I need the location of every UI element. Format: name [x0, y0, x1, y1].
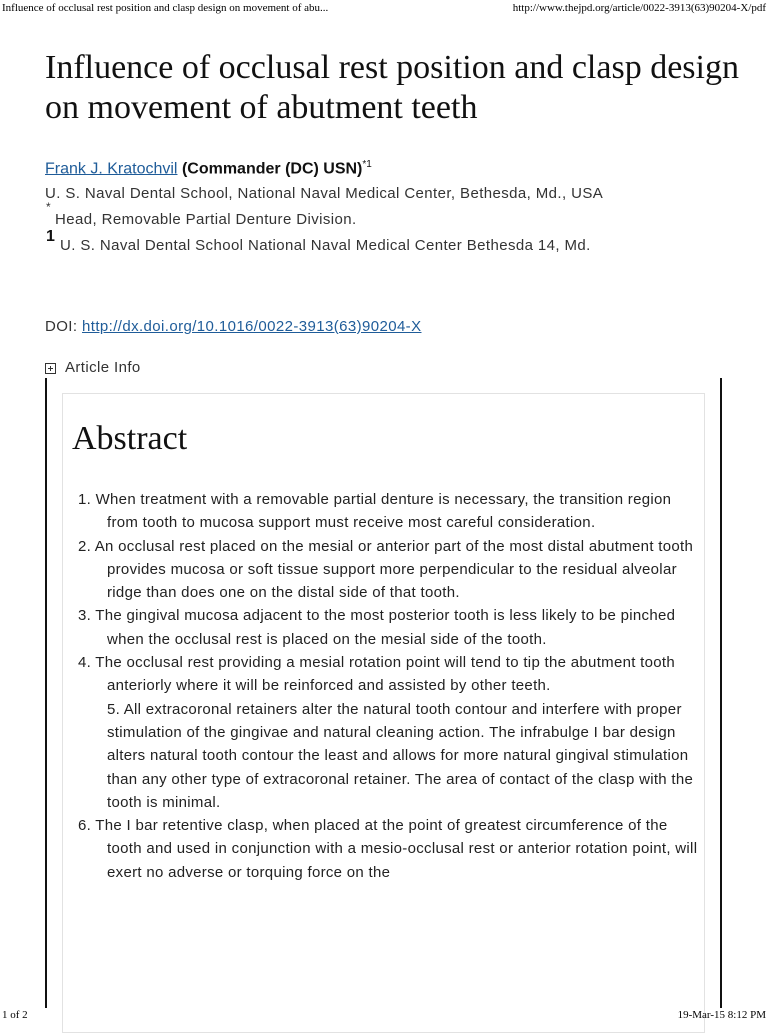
author-rank: (Commander (DC) USN) [181, 160, 363, 178]
doi-link[interactable]: http://dx.doi.org/10.1016/0022-3913(63)90204-X [82, 318, 422, 335]
abstract-item: 4. The occlusal rest providing a mesial rotation point will tend to tip the abutment tooth anteriorly where it will be reinforced and assisted by other teeth. [78, 654, 676, 695]
author-line [45, 154, 372, 180]
author-footnote-marker: *1 [362, 159, 372, 170]
abstract-item: 6. The I bar retentive clasp, when placed at the point of greatest circumference of the tooth and used in conjunction with a mesio-occlusal rest or anterior rotation point, will exert no adverse or torquing force on the [78, 817, 698, 881]
page-count: 1 of 2 [2, 1009, 28, 1021]
article-info-toggle[interactable] [45, 358, 141, 378]
expand-plus-icon[interactable] [45, 363, 56, 374]
print-header-url: http://www.thejpd.org/article/0022-3913(63)90204-X/pdf [512, 2, 766, 14]
abstract-item: 2. An occlusal rest placed on the mesial or anterior part of the most distal abutment tooth provides mucosa or soft tissue support more perpendicular to the residual alveolar ridge than does one on the distal side of that tooth. [78, 537, 694, 602]
affiliation-3-marker: 1 [46, 228, 55, 245]
affiliation-1: U. S. Naval Dental School, National Naval Medical Center, Bethesda, Md., USA [45, 185, 604, 202]
right-border-rule [720, 378, 722, 1008]
affiliation-2-marker: * [46, 200, 51, 214]
abstract-item: 5. All extracoronal retainers alter the natural tooth contour and interfere with proper stimulation of the gingivae and natural cleaning action. The infrabulge I bar design alters natural tooth contour the least and allows for more natural gingival stimulation than any other type of extracoronal retainer. The area of contact of the clasp with the tooth is minimal. [107, 700, 694, 811]
article-info-label: Article Info [65, 359, 141, 376]
article-title: Influence of occlusal rest position and clasp design on movement of abutment teeth [45, 49, 739, 126]
print-header-title: Influence of occlusal rest position and clasp design on movement of abu... [2, 2, 329, 14]
abstract-item: 1. When treatment with a removable partial denture is necessary, the transition region from tooth to mucosa support must receive most careful consideration. [78, 491, 672, 532]
doi-line [45, 317, 422, 337]
print-footer [0, 1008, 768, 1024]
left-border-rule [45, 378, 47, 1008]
affiliation-3: U. S. Naval Dental School National Naval Medical Center Bethesda 14, Md. [60, 237, 591, 254]
doi-label: DOI: [45, 318, 78, 335]
abstract-list [78, 488, 698, 884]
author-link[interactable]: Frank J. Kratochvil [45, 160, 178, 178]
abstract-heading: Abstract [72, 420, 188, 457]
abstract-item: 3. The gingival mucosa adjacent to the most posterior tooth is less likely to be pinched when the occlusal rest is placed on the mesial side of the tooth. [78, 607, 676, 648]
print-timestamp: 19-Mar-15 8:12 PM [677, 1009, 766, 1021]
affiliation-2: Head, Removable Partial Denture Division. [55, 211, 357, 228]
print-header [0, 0, 768, 18]
